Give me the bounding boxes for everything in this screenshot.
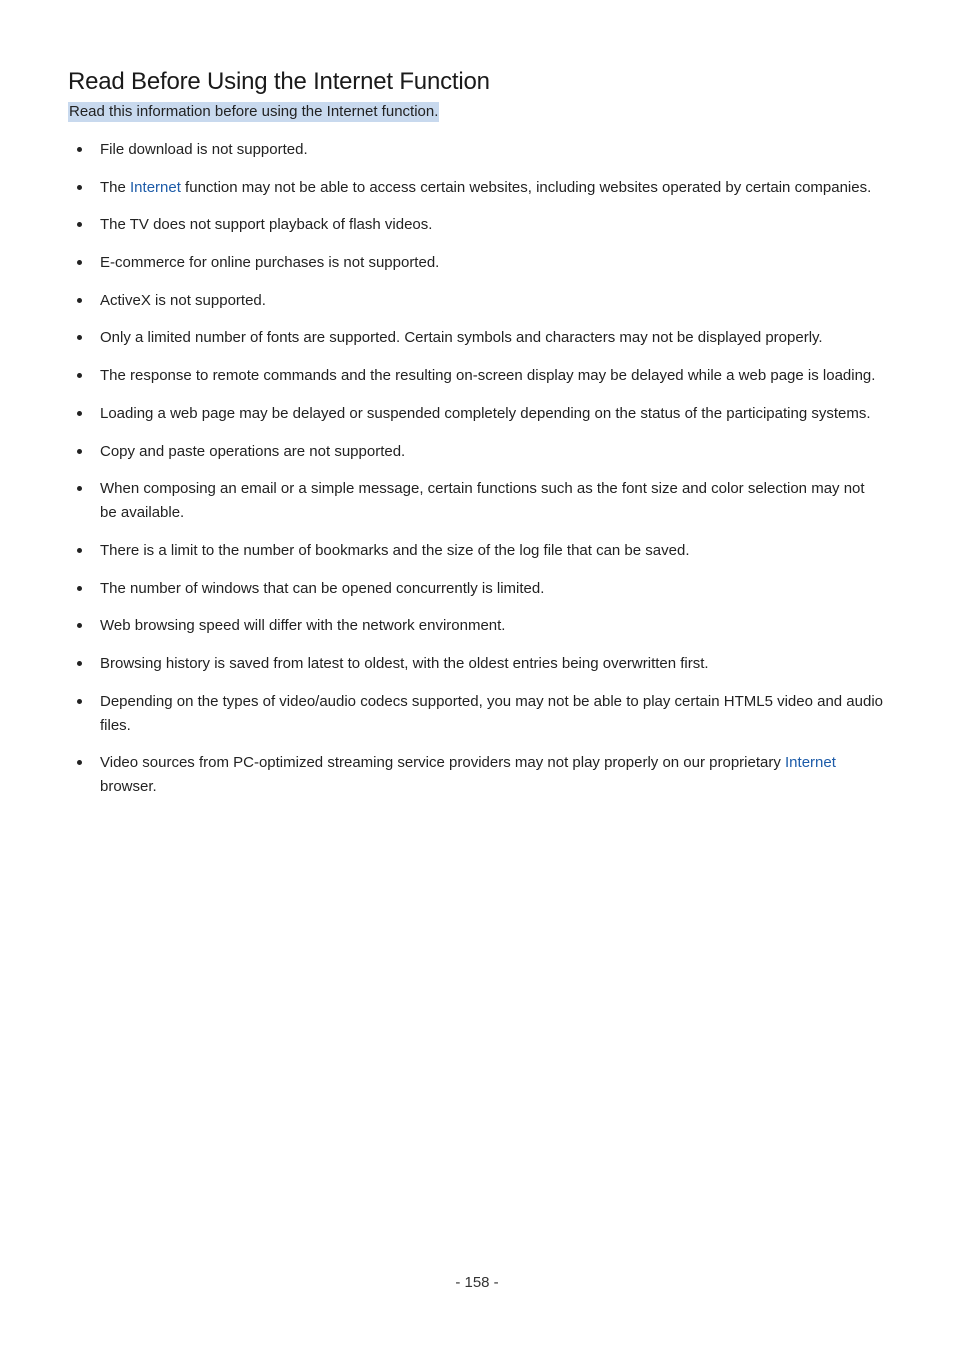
list-item-text: The TV does not support playback of flash videos.: [100, 216, 433, 234]
list-item-text: Copy and paste operations are not supported.: [100, 442, 406, 460]
list-item-text: The number of windows that can be opened concurrently is limited.: [100, 579, 545, 597]
bullet-dot-icon: [77, 222, 82, 227]
internet-link[interactable]: Internet: [785, 754, 836, 772]
bullet-dot-icon: [77, 449, 82, 454]
list-item-text: Only a limited number of fonts are supported. Certain symbols and characters may not be displayed properly.: [100, 329, 823, 347]
bullet-dot-icon: [77, 185, 82, 190]
page-title: Read Before Using the Internet Function: [68, 68, 490, 95]
list-item: [0, 614, 954, 638]
bullet-dot-icon: [77, 147, 82, 152]
page-number: - 158 -: [455, 1274, 499, 1291]
list-item-text: The response to remote commands and the resulting on-screen display may be delayed while a web page is loading.: [100, 367, 876, 385]
list-item: [0, 652, 954, 676]
bullet-dot-icon: [77, 486, 82, 491]
list-item-text: Depending on the types of video/audio codecs supported, you may not be able to play certain HTML5 video and audio files.: [100, 692, 884, 734]
bullet-dot-icon: [77, 699, 82, 704]
list-item-text-before: Video sources from PC-optimized streaming service providers may not play properly on our proprietary: [100, 754, 786, 772]
list-item: [0, 364, 954, 388]
list-item-text: Browsing history is saved from latest to oldest, with the oldest entries being overwritten first.: [100, 654, 709, 672]
list-item-text-before: The: [100, 178, 131, 196]
list-item-text-after: function may not be able to access certain websites, including websites operated by certain companies.: [180, 178, 872, 196]
list-item: [0, 751, 954, 799]
notes-list: [0, 138, 954, 813]
list-item: [0, 402, 954, 426]
bullet-dot-icon: [77, 586, 82, 591]
page-subtitle: Read this information before using the Internet function.: [69, 103, 439, 120]
list-item: [0, 213, 954, 237]
bullet-dot-icon: [77, 548, 82, 553]
list-item-text: There is a limit to the number of bookmarks and the size of the log file that can be saved.: [100, 541, 690, 559]
list-item-text: Loading a web page may be delayed or suspended completely depending on the status of the participating systems.: [100, 404, 871, 422]
list-item-text: File download is not supported.: [100, 141, 308, 158]
list-item-text: Web browsing speed will differ with the network environment.: [100, 617, 506, 635]
list-item: [0, 539, 954, 563]
bullet-dot-icon: [77, 760, 82, 765]
list-item: [0, 577, 954, 601]
bullet-dot-icon: [77, 623, 82, 628]
bullet-dot-icon: [77, 661, 82, 666]
list-item: [0, 289, 954, 313]
list-item-text: ActiveX is not supported.: [100, 291, 266, 309]
bullet-dot-icon: [77, 298, 82, 303]
bullet-dot-icon: [77, 335, 82, 340]
list-item-text-after: browser.: [100, 778, 157, 796]
list-item: [0, 138, 954, 162]
list-item: [0, 251, 954, 275]
internet-link[interactable]: Internet: [130, 178, 181, 196]
list-item-text: When composing an email or a simple message, certain functions such as the font size and color selection may not be available.: [100, 480, 865, 522]
bullet-dot-icon: [77, 411, 82, 416]
list-item: [0, 176, 954, 200]
list-item-text: E-commerce for online purchases is not supported.: [100, 254, 440, 272]
list-item: [0, 440, 954, 464]
list-item: [0, 690, 954, 738]
list-item: [0, 326, 954, 350]
bullet-dot-icon: [77, 373, 82, 378]
bullet-dot-icon: [77, 260, 82, 265]
list-item: [0, 477, 954, 525]
